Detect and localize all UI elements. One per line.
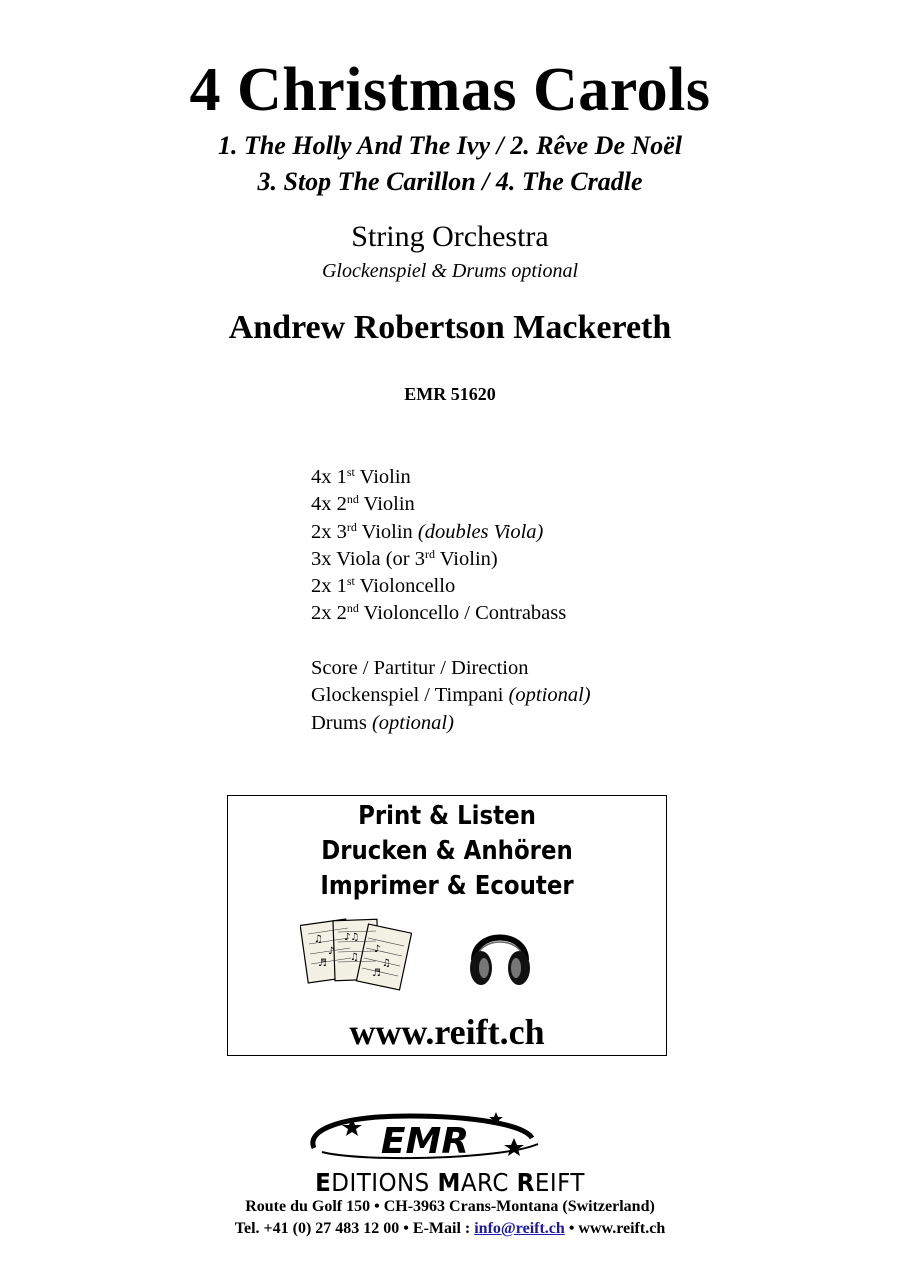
song-list-line-2: 3. Stop The Carillon / 4. The Cradle: [257, 167, 643, 196]
extra-item: Score / Partitur / Direction: [311, 657, 529, 680]
headphones-icon: [464, 916, 536, 992]
sheet-music-icon: [300, 914, 412, 994]
publisher-name: EDITIONS MARC REIFT: [315, 1168, 585, 1197]
svg-text:♪: ♪: [328, 946, 335, 957]
extra-item: Glockenspiel / Timpani (optional): [311, 684, 591, 707]
promo-line-imprimer: Imprimer & Ecouter: [320, 871, 574, 901]
parts-list: [311, 464, 591, 737]
promo-line-print-listen: Print & Listen: [358, 801, 536, 831]
svg-text:♪: ♪: [374, 944, 381, 955]
part-item: 2x 2nd Violoncello / Contrabass: [311, 601, 567, 625]
svg-text:♫: ♫: [350, 952, 359, 963]
composer-name: Andrew Robertson Mackereth: [228, 309, 672, 346]
part-item: 4x 2nd Violin: [311, 492, 415, 516]
page-title: 4 Christmas Carols: [189, 56, 711, 124]
part-item: 2x 1st Violoncello: [311, 574, 456, 598]
publisher-contact: Tel. +41 (0) 27 483 12 00 • E-Mail : info@reift.ch • www.reift.ch: [234, 1220, 666, 1237]
part-item: 4x 1st Violin: [311, 465, 411, 488]
website-text: • www.reift.ch: [564, 1220, 666, 1237]
svg-text:♫: ♫: [314, 934, 323, 945]
print-listen-box: [227, 795, 667, 1056]
part-item: 3x Viola (or 3rd Violin): [311, 546, 498, 570]
song-list-line-1: 1. The Holly And The Ivy / 2. Rêve De Noël: [217, 131, 683, 160]
extra-item: Drums (optional): [311, 711, 454, 734]
ensemble-label: String Orchestra: [351, 220, 549, 253]
part-item: 2x 3rd Violin (doubles Viola): [311, 519, 544, 543]
promo-line-drucken: Drucken & Anhören: [321, 836, 573, 866]
svg-text:♫: ♫: [382, 958, 391, 969]
logo-text: EMR: [380, 1121, 470, 1162]
svg-text:♪♫: ♪♫: [344, 932, 360, 943]
list-spacer: [311, 628, 591, 655]
emr-logo: [300, 1108, 550, 1168]
ensemble-note: Glockenspiel & Drums optional: [321, 260, 579, 282]
promo-url[interactable]: www.reift.ch: [349, 1012, 545, 1052]
publisher-address: Route du Golf 150 • CH-3963 Crans-Montana (Switzerland): [245, 1198, 655, 1215]
svg-text:♬: ♬: [372, 968, 381, 979]
svg-text:♬: ♬: [318, 958, 327, 969]
catalog-number: EMR 51620: [404, 384, 496, 404]
email-link[interactable]: info@reift.ch: [474, 1220, 565, 1237]
